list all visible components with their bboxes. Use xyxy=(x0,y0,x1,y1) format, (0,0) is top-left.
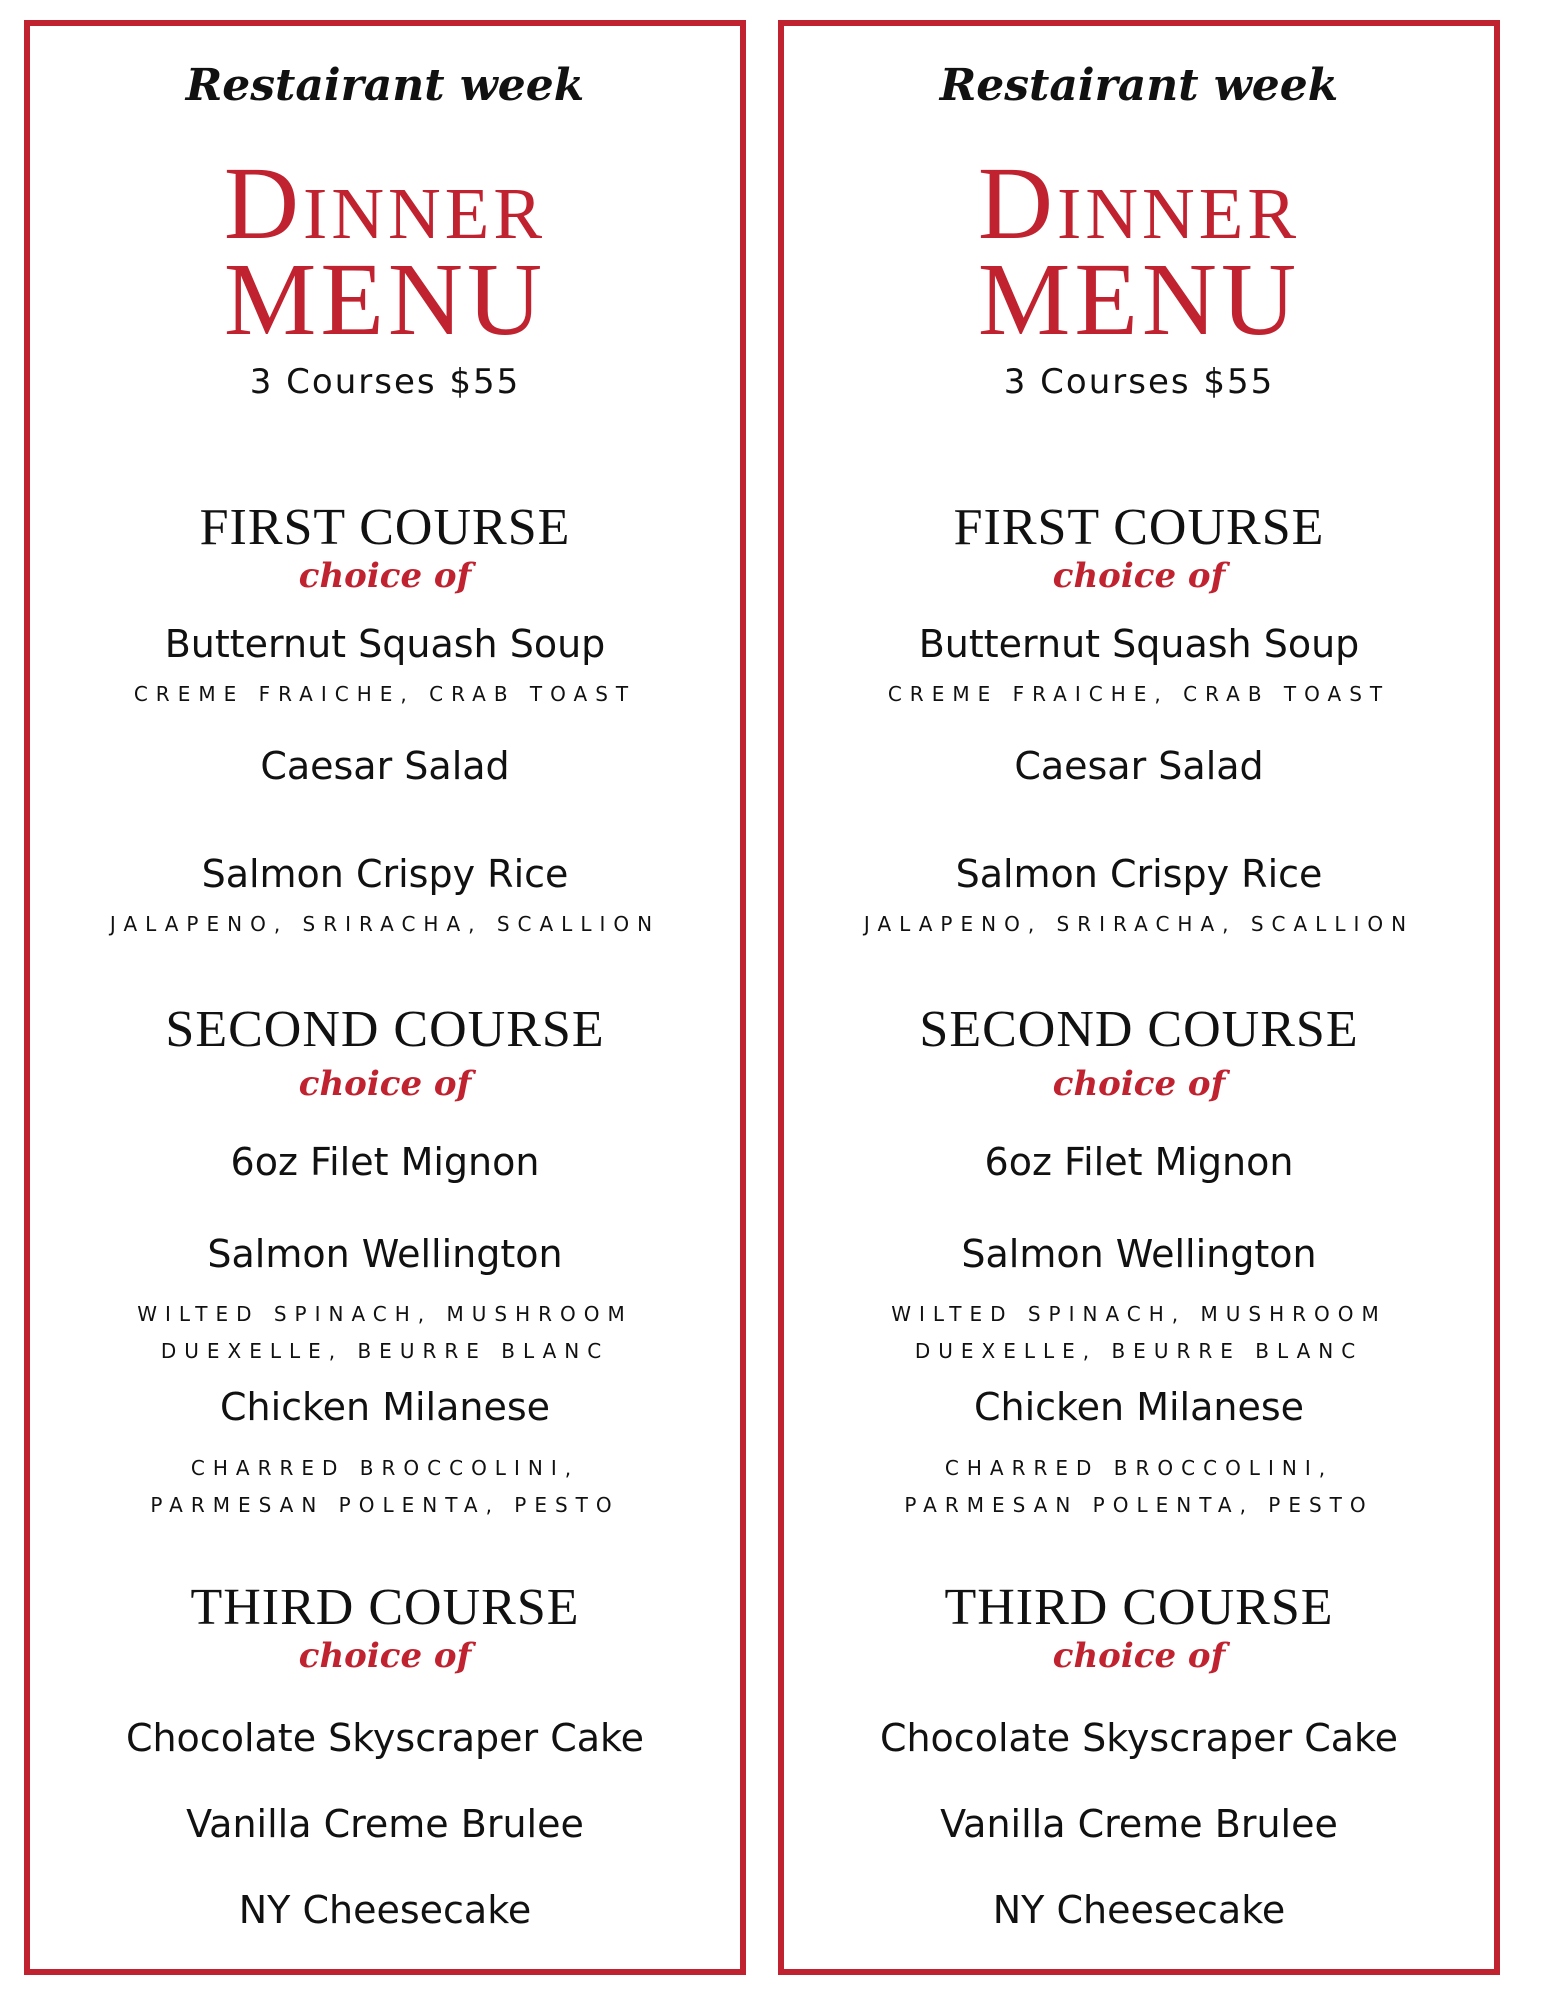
dish-chocolate-skyscraper-cake: Chocolate Skyscraper Cake xyxy=(879,1716,1399,1760)
first-course-heading: FIRST COURSE xyxy=(953,499,1325,556)
second-course-choice: choice of xyxy=(1052,1064,1226,1104)
menu-panel-left xyxy=(24,20,746,1975)
first-course-choice: choice of xyxy=(1052,556,1226,596)
dish-description: CHARRED BROCCOLINI, xyxy=(944,1456,1334,1480)
dish-description: CREME FRAICHE, CRAB TOAST xyxy=(887,682,1391,706)
dish-salmon-crispy-rice: Salmon Crispy Rice xyxy=(955,852,1323,896)
first-course-heading: FIRST COURSE xyxy=(199,499,571,556)
third-course-heading: THIRD COURSE xyxy=(190,1579,580,1636)
dish-description: WILTED SPINACH, MUSHROOM xyxy=(891,1302,1387,1326)
dish-description: PARMESAN POLENTA, PESTO xyxy=(150,1493,620,1517)
dish-description: CHARRED BROCCOLINI, xyxy=(190,1456,580,1480)
dish-butternut-squash-soup: Butternut Squash Soup xyxy=(164,622,606,666)
price-label: 3 Courses $55 xyxy=(1003,362,1275,402)
dish-salmon-wellington: Salmon Wellington xyxy=(207,1232,563,1276)
menu-title-line1: Dinner xyxy=(223,146,547,261)
dish-ny-cheesecake: NY Cheesecake xyxy=(992,1888,1286,1932)
dish-description: DUEXELLE, BEURRE BLANC xyxy=(160,1339,610,1363)
dish-chicken-milanese: Chicken Milanese xyxy=(219,1385,551,1429)
menu-panel-right xyxy=(778,20,1500,1975)
dish-description: JALAPENO, SRIRACHA, SCALLION xyxy=(863,912,1415,936)
first-course-choice: choice of xyxy=(298,556,472,596)
dish-vanilla-creme-brulee: Vanilla Creme Brulee xyxy=(186,1802,584,1846)
second-course-heading: SECOND COURSE xyxy=(165,1001,605,1058)
restaurant-week-label: Restairant week xyxy=(939,60,1339,111)
menu-title-line2: MENU xyxy=(223,242,547,357)
dish-description: JALAPENO, SRIRACHA, SCALLION xyxy=(109,912,661,936)
dish-caesar-salad: Caesar Salad xyxy=(260,744,510,788)
third-course-heading: THIRD COURSE xyxy=(944,1579,1334,1636)
price-label: 3 Courses $55 xyxy=(249,362,521,402)
dish-salmon-crispy-rice: Salmon Crispy Rice xyxy=(201,852,569,896)
dish-salmon-wellington: Salmon Wellington xyxy=(961,1232,1317,1276)
dish-description: WILTED SPINACH, MUSHROOM xyxy=(137,1302,633,1326)
menu-title-line1: Dinner xyxy=(977,146,1301,261)
third-course-choice: choice of xyxy=(298,1636,472,1676)
dish-butternut-squash-soup: Butternut Squash Soup xyxy=(918,622,1360,666)
menu-title-line2: MENU xyxy=(977,242,1301,357)
dish-ny-cheesecake: NY Cheesecake xyxy=(238,1888,532,1932)
dish-filet-mignon: 6oz Filet Mignon xyxy=(984,1140,1294,1184)
restaurant-week-label: Restairant week xyxy=(185,60,585,111)
dish-description: CREME FRAICHE, CRAB TOAST xyxy=(133,682,637,706)
dish-vanilla-creme-brulee: Vanilla Creme Brulee xyxy=(940,1802,1338,1846)
dish-description: DUEXELLE, BEURRE BLANC xyxy=(914,1339,1364,1363)
dish-chicken-milanese: Chicken Milanese xyxy=(973,1385,1305,1429)
third-course-choice: choice of xyxy=(1052,1636,1226,1676)
dish-description: PARMESAN POLENTA, PESTO xyxy=(904,1493,1374,1517)
dish-chocolate-skyscraper-cake: Chocolate Skyscraper Cake xyxy=(125,1716,645,1760)
second-course-heading: SECOND COURSE xyxy=(919,1001,1359,1058)
dish-caesar-salad: Caesar Salad xyxy=(1014,744,1264,788)
second-course-choice: choice of xyxy=(298,1064,472,1104)
dish-filet-mignon: 6oz Filet Mignon xyxy=(230,1140,540,1184)
